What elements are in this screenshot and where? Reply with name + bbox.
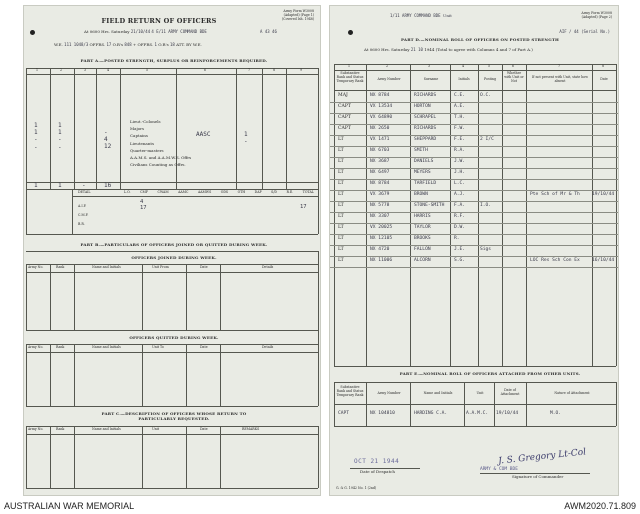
part-c-heading: PART C.—DESCRIPTION OF OFFICERS WHOSE RETURN TO PARTICULARLY REQUESTED. — [101, 411, 247, 421]
roll-cell-init: J.W. — [454, 159, 466, 164]
col-number: 3 — [84, 68, 87, 72]
col-number: 1 — [36, 68, 39, 72]
table-row — [330, 246, 618, 257]
roll-cell-post: I.O. — [480, 203, 492, 208]
part-e-header: Substantive Rank and Status Temporary Rank — [336, 385, 364, 397]
joined-title: OFFICERS JOINED DURING WEEK. — [131, 255, 217, 260]
part-d-heading: PART D.—NOMINAL ROLL OF OFFICERS ON POSTED STRENGTH — [400, 37, 560, 42]
roll-cell-name: BROWN — [414, 192, 428, 197]
total-cell: 16 — [104, 182, 112, 189]
roll-cell-name: RICHARDS — [414, 126, 437, 131]
roll-cell-init: T.H. — [454, 115, 466, 120]
roll-cell-date: 16/10/44 — [592, 258, 615, 263]
roll-cell-no: VX 3679 — [370, 192, 390, 197]
roll-cell-name: TAYLOR — [414, 225, 431, 230]
at-line: At 0600 Hrs. Saturday 21/10/44 4 E/11 ARMY COMMAND BDE — [84, 29, 207, 34]
despatch-date-stamp: OCT 21 1944 — [354, 458, 400, 465]
roll-cell-init: J.H. — [454, 170, 466, 175]
table-row — [330, 169, 618, 180]
roll-cell-date: 19/10/44 — [592, 192, 615, 197]
right-page: 1/11 ARMY COMMAND BDE Unit Army Form W3008 (Adapted) (Page 2) AIF / 44 (Serial No.) PART D.—NOMINAL ROLL OF OFFICERS ON POSTED STRENGTH At 0600 Hrs. Saturday 21 10 1944 (Total to agree with Columns 4 and 7 of Part A.) 1 2 3 4 5 6 7 8 Substantive Rank and Status Temporary Rank Army Number Surname Initials Posting Whether with Unit or Not If not present with Unit, state how absent Date MAJ NX 8784 RICHARDS C.E. O.C. CAPT VX 13534 HORTON A.E. CAPT VX 64890 SCHRAPEL T.H. CAPT NX 2650 RICHARDS F.W. LT VX 1471 SHEPPARD F.E. 2 I/C LT NX 6703 SMITH R.A. LT NX 3687 DANIELS J.W. LT NX 6497 MEYERS J.H. LT NX 8784 TARFIELD L.C. LT VX 3679 BROWN A.J. Pte Sch of Mr & Th 19/10/44 LT NX 5778 STONE-SMITH F.A. I.O. LT NX 3307 HARRIS R.F. LT VX 20025 TAYLOR D.W. LT NX 12105 BROOKS R. LT NX 4720 FALLON J.E. Sigs LT NX 11006 ALCORN S.G. LOC Res Sch Con Ex 16/10/44 PART E.—NOMINAL ROLL OF OFFICERS ATTACHED FROM OTHER UNITS. Substantive Rank and Status Temporary Rank Army Number Name and Initials Unit Date of Attachment Nature of Attachment CAPT NX 104810 HARDING C.A. A.A.M.C. 19/10/44 M.O. OCT 21 1944 Date of Despatch J. S. Gregory Lt-Col ARMY & COM BDE Signature of Commander G. & G. 1942 No. 1 (2nd) — [330, 6, 618, 495]
roll-cell-init: L.C. — [454, 181, 466, 186]
punch-hole — [30, 30, 35, 35]
archive-name: AUSTRALIAN WAR MEMORIAL — [4, 501, 135, 511]
roll-cell-rank: CAPT — [338, 126, 351, 131]
col-number: 5 — [488, 64, 491, 68]
serial-number: AIF / 44 (Serial No.) — [559, 29, 610, 34]
col4-values: - 4 12 — [104, 129, 112, 151]
roll-cell-name: BROOKS — [414, 236, 431, 241]
detail-total: 17 — [300, 204, 307, 210]
unit-name: 1/11 ARMY COMMAND BDE Unit — [390, 13, 452, 18]
roll-cell-rank: LT — [338, 225, 344, 230]
roll-cell-no: NX 11006 — [370, 258, 393, 263]
table-row — [330, 224, 618, 235]
roll-cell-no: NX 12105 — [370, 236, 393, 241]
roll-cell-no: NX 3687 — [370, 159, 390, 164]
archive-footer — [0, 500, 640, 514]
col-number: 8 — [602, 64, 605, 68]
roll-cell-init: R.A. — [454, 148, 466, 153]
roll-cell-no: NX 2650 — [370, 126, 390, 131]
roll-cell-init: F.W. — [454, 126, 466, 131]
commander-signature: J. S. Gregory Lt-Col — [497, 447, 587, 467]
roll-cell-name: DANIELS — [414, 159, 434, 164]
col-number: 4 — [107, 68, 110, 72]
left-page: Army Form W3008 (Adapted) (Page 1) (Covered Ish. 1948) FIELD RETURN OF OFFICERS At 0600 Hrs. Saturday 21/10/44 4 E/11 ARMY COMMAND BDE A 43 46 W.E. 111 1048/3 OFFRS. 17 O.R's 848 + OFFRS. 1 O.R's 18 ATT. BY W.E. PART A.—POSTED STRENGTH, SURPLUS OR REINFORCEMENTS REQUIRED. 1 2 3 4 5 6 7 8 9 Lieut.-Colonels Majors Captains Lieutenants Quarter-masters A.A.M.S. and A.A.M.W.S. Offrs Civilians Counting as Offrs. 1 1 - - 1 1 - - - 4 12 AASC 1 - 1 1 - 16 DETAIL L.O. CMF CWAM AAMC AAMWS ODS OTH DAP S/D R.E. TOTAL A.I.F. C.M.F. B.R. 4 17 17 PART B.—PARTICULARS OF OFFICERS JOINED OR QUITTED DURING WEEK. OFFICERS JOINED DURING WEEK. Army No. Rank Name and Initials Unit From Date Details OFFICERS QUITTED DURING WEEK. Army No. Rank Name and Initials Unit To Date Details PART C.—DESCRIPTION OF OFFICERS WHOSE RETURN TO PARTICULARLY REQUESTED. Army No. Rank Name and Initials Unit Date REMARKS — [24, 6, 320, 495]
commander-stamp: ARMY & COM BDE — [480, 467, 518, 472]
roll-cell-init: F.E. — [454, 137, 466, 142]
form-reference: Army Form W3008 (Adapted) (Page 2) — [581, 11, 612, 19]
col-number: 3 — [428, 64, 431, 68]
form-reference: Army Form W3008 (Adapted) (Page 1) (Covered Ish. 1948) — [281, 9, 314, 21]
roll-cell-no: NX 6497 — [370, 170, 390, 175]
roll-cell-name: MEYERS — [414, 170, 431, 175]
roll-cell-rank: LT — [338, 203, 344, 208]
col-number: 8 — [273, 68, 276, 72]
form-title: FIELD RETURN OF OFFICERS — [101, 17, 217, 25]
rank-list: Lieut.-Colonels Majors Captains Lieutenants Quarter-masters A.A.M.S. and A.A.M.W.S. Offrs Civilians Counting as Offrs. — [130, 119, 192, 168]
col-number: 6 — [204, 68, 207, 72]
roll-cell-no: NX 4720 — [370, 247, 390, 252]
table-row — [330, 125, 618, 136]
part-e-heading: PART E.—NOMINAL ROLL OF OFFICERS ATTACHED FROM OTHER UNITS. — [399, 371, 581, 376]
at-line: At 0600 Hrs. Saturday 21 10 1944 (Total to agree with Columns 4 and 7 of Part A.) — [364, 47, 533, 52]
roll-cell-no: NX 6703 — [370, 148, 390, 153]
detail-values: 4 17 — [140, 199, 147, 211]
roll-cell-name: TARFIELD — [414, 181, 437, 186]
roll-header: Whether with Unit or Not — [504, 71, 524, 83]
roll-cell-init: R. — [454, 236, 460, 241]
roll-cell-note: Pte Sch of Mr & Th — [530, 192, 580, 197]
table-row — [330, 147, 618, 158]
total-cell: 1 — [58, 182, 62, 189]
col-number: 5 — [146, 68, 149, 72]
roll-cell-no: NX 8784 — [370, 93, 390, 98]
roll-cell-no: VX 1471 — [370, 137, 390, 142]
roll-cell-name: ALCORN — [414, 258, 431, 263]
col-number: 4 — [462, 64, 465, 68]
roll-header: Date — [600, 77, 608, 81]
roll-cell-rank: LT — [338, 214, 344, 219]
col-number: 7 — [558, 64, 561, 68]
col2-values: 1 1 - - — [58, 122, 62, 151]
roll-cell-name: SHEPPARD — [414, 137, 437, 142]
signature-label: Signature of Commander — [512, 474, 564, 479]
detail-label: DETAIL — [78, 190, 91, 194]
roll-cell-no: VX 20025 — [370, 225, 393, 230]
roll-cell-rank: LT — [338, 159, 344, 164]
part-e-header: Name and Initials — [423, 391, 453, 395]
we-line: W.E. 111 1048/3 OFFRS. 17 O.R's 848 + OFFRS. 1 O.R's 18 ATT. BY W.E. — [54, 42, 202, 47]
roll-cell-init: J.E. — [454, 247, 466, 252]
despatch-date-label: Date of Despatch — [360, 469, 395, 474]
roll-cell-rank: LT — [338, 137, 344, 142]
part-e-header: Nature of Attachment — [554, 391, 590, 395]
table-row — [330, 213, 618, 224]
roll-cell-no: VX 13534 — [370, 104, 393, 109]
roll-cell-init: F.A. — [454, 203, 466, 208]
table-row — [330, 180, 618, 191]
table-row — [330, 92, 618, 103]
col-number: 1 — [348, 64, 351, 68]
col-number: 9 — [300, 68, 303, 72]
roll-cell-name: HORTON — [414, 104, 431, 109]
roll-cell-rank: CAPT — [338, 104, 351, 109]
roll-cell-init: C.E. — [454, 93, 466, 98]
table-row — [330, 103, 618, 114]
col-number: 2 — [60, 68, 63, 72]
table-row — [330, 257, 618, 268]
roll-cell-rank: LT — [338, 192, 344, 197]
roll-cell-init: S.G. — [454, 258, 466, 263]
arm-value: AASC — [196, 131, 211, 138]
roll-header: Substantive Rank and Status Temporary Rank — [336, 71, 364, 83]
detail-row-labels: A.I.F. C.M.F. B.R. — [78, 204, 89, 226]
table-row — [330, 158, 618, 169]
roll-header: Posting — [484, 77, 496, 81]
col7-values: 1 - — [244, 131, 248, 146]
roll-cell-rank: MAJ — [338, 93, 348, 98]
part-e-header: Unit — [476, 391, 484, 395]
roll-cell-no: NX 8784 — [370, 181, 390, 186]
col-number: 2 — [386, 64, 389, 68]
table-row — [330, 114, 618, 125]
roll-cell-init: D.W. — [454, 225, 466, 230]
roll-cell-rank: LT — [338, 247, 344, 252]
roll-cell-no: NX 3307 — [370, 214, 390, 219]
roll-cell-rank: LT — [338, 148, 344, 153]
part-a-heading: PART A.—POSTED STRENGTH, SURPLUS OR REINFORCEMENTS REQUIRED. — [80, 58, 268, 63]
total-cell: 1 — [34, 182, 38, 189]
total-cell: - — [82, 182, 86, 189]
roll-header: Initials — [458, 77, 470, 81]
roll-cell-rank: LT — [338, 258, 344, 263]
part-e-header: Army Number — [377, 391, 401, 395]
roll-cell-no: VX 64890 — [370, 115, 393, 120]
table-row — [330, 191, 618, 202]
col-number: 6 — [512, 64, 515, 68]
roll-cell-post: Sigs — [480, 247, 492, 252]
roll-cell-rank: LT — [338, 170, 344, 175]
roll-cell-name: SMITH — [414, 148, 428, 153]
col1-values: 1 1 - - — [34, 122, 38, 151]
roll-cell-name: RICHARDS — [414, 93, 437, 98]
roll-header: Army Number — [377, 77, 401, 81]
roll-cell-rank: LT — [338, 181, 344, 186]
col-number: 7 — [248, 68, 251, 72]
table-row — [330, 235, 618, 246]
roll-cell-init: A.J. — [454, 192, 466, 197]
roll-cell-name: FALLON — [414, 247, 431, 252]
roll-cell-name: STONE-SMITH — [414, 203, 445, 208]
roll-cell-post: 2 I/C — [480, 137, 494, 142]
quitted-title: OFFICERS QUITTED DURING WEEK. — [129, 335, 219, 340]
part-e-header: Date of Attachment — [500, 388, 520, 396]
serial-number: A 43 46 — [260, 29, 277, 34]
roll-cell-name: HARRIS — [414, 214, 431, 219]
roll-header: Surname — [423, 77, 439, 81]
roll-cell-no: NX 5778 — [370, 203, 390, 208]
detail-headers: L.O. CMF CWAM AAMC AAMWS ODS OTH DAP S/D R.E. TOTAL — [124, 190, 314, 194]
table-row — [330, 202, 618, 213]
roll-cell-post: O.C. — [480, 93, 492, 98]
archive-id: AWM2020.71.809 — [564, 501, 636, 511]
roll-cell-rank: CAPT — [338, 115, 351, 120]
table-row — [330, 136, 618, 147]
roll-cell-init: A.E. — [454, 104, 466, 109]
roll-cell-note: LOC Res Sch Con Ex — [530, 258, 580, 263]
roll-header: If not present with Unit, state how absent — [532, 75, 588, 83]
printer-imprint: G. & G. 1942 No. 1 (2nd) — [336, 486, 377, 490]
roll-cell-name: SCHRAPEL — [414, 115, 437, 120]
part-b-heading: PART B.—PARTICULARS OF OFFICERS JOINED OR QUITTED DURING WEEK. — [80, 242, 268, 247]
roll-cell-rank: LT — [338, 236, 344, 241]
punch-hole — [348, 30, 353, 35]
roll-cell-init: R.F. — [454, 214, 466, 219]
